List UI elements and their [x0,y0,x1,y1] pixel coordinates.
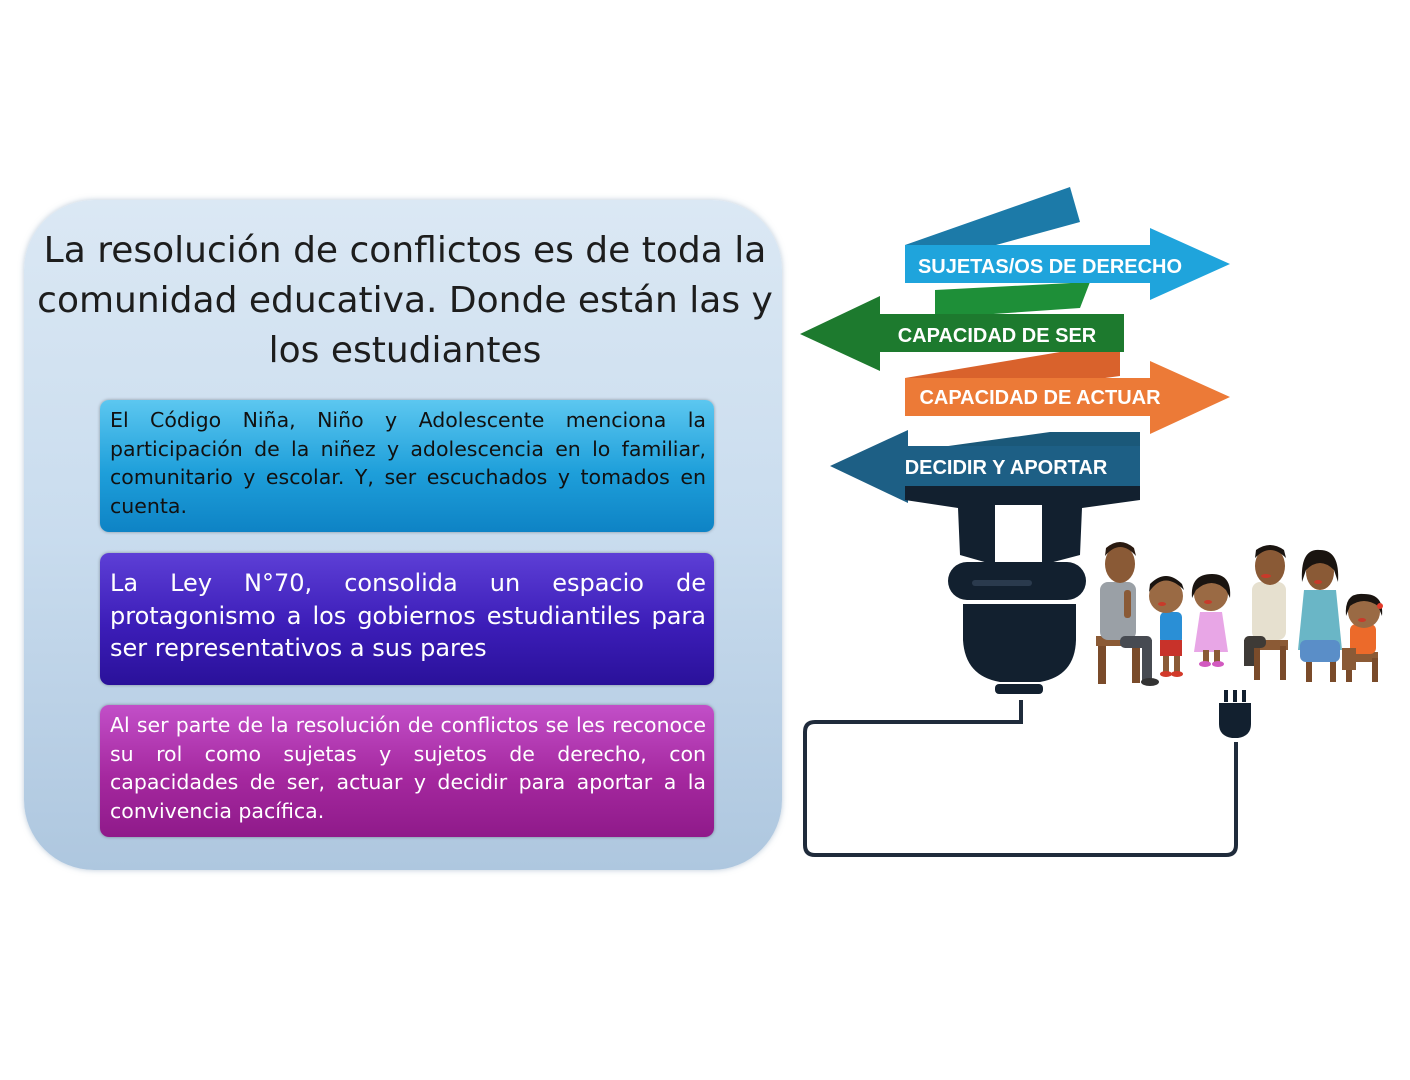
small-girl-seated [1342,594,1383,682]
group-of-people-illustration [1096,542,1383,686]
arrow-ser-label: CAPACIDAD DE SER [897,325,1097,347]
panel-title: La resolución de conflictos es de toda la comunidad educativa. Donde están las y los estudiantes [37,230,773,371]
man-seated-left [1096,542,1159,686]
girl-standing [1192,574,1230,667]
power-cable [805,700,1236,855]
arrow-decidir-label: DECIDIR Y APORTAR [904,457,1108,479]
boy-standing [1149,576,1184,677]
arrow-sujetas-label: SUJETAS/OS DE DERECHO [917,256,1183,278]
info-box-ley70-text: La Ley N°70, consolida un espacio de protagonismo a los gobiernos estudiantiles para ser representativos a sus pares [110,569,706,662]
man-seated-center [1244,545,1288,680]
woman-seated [1298,550,1342,682]
info-box-rol-text: Al ser parte de la resolución de conflictos se les reconoce su rol como sujetas y sujetos de derecho, con capacidades de ser, actuar y decidir para aportar a la convivencia pacífica. [110,713,706,823]
plug-icon [1219,690,1251,738]
info-box-codigo-text: El Código Niña, Niño y Adolescente menciona la participación de la niñez y adolescencia en lo familiar, comunitario y escolar. Y, ser escuchados y tomados en cuenta. [110,408,706,518]
arrow-actuar-label: CAPACIDAD DE ACTUAR [919,387,1161,409]
